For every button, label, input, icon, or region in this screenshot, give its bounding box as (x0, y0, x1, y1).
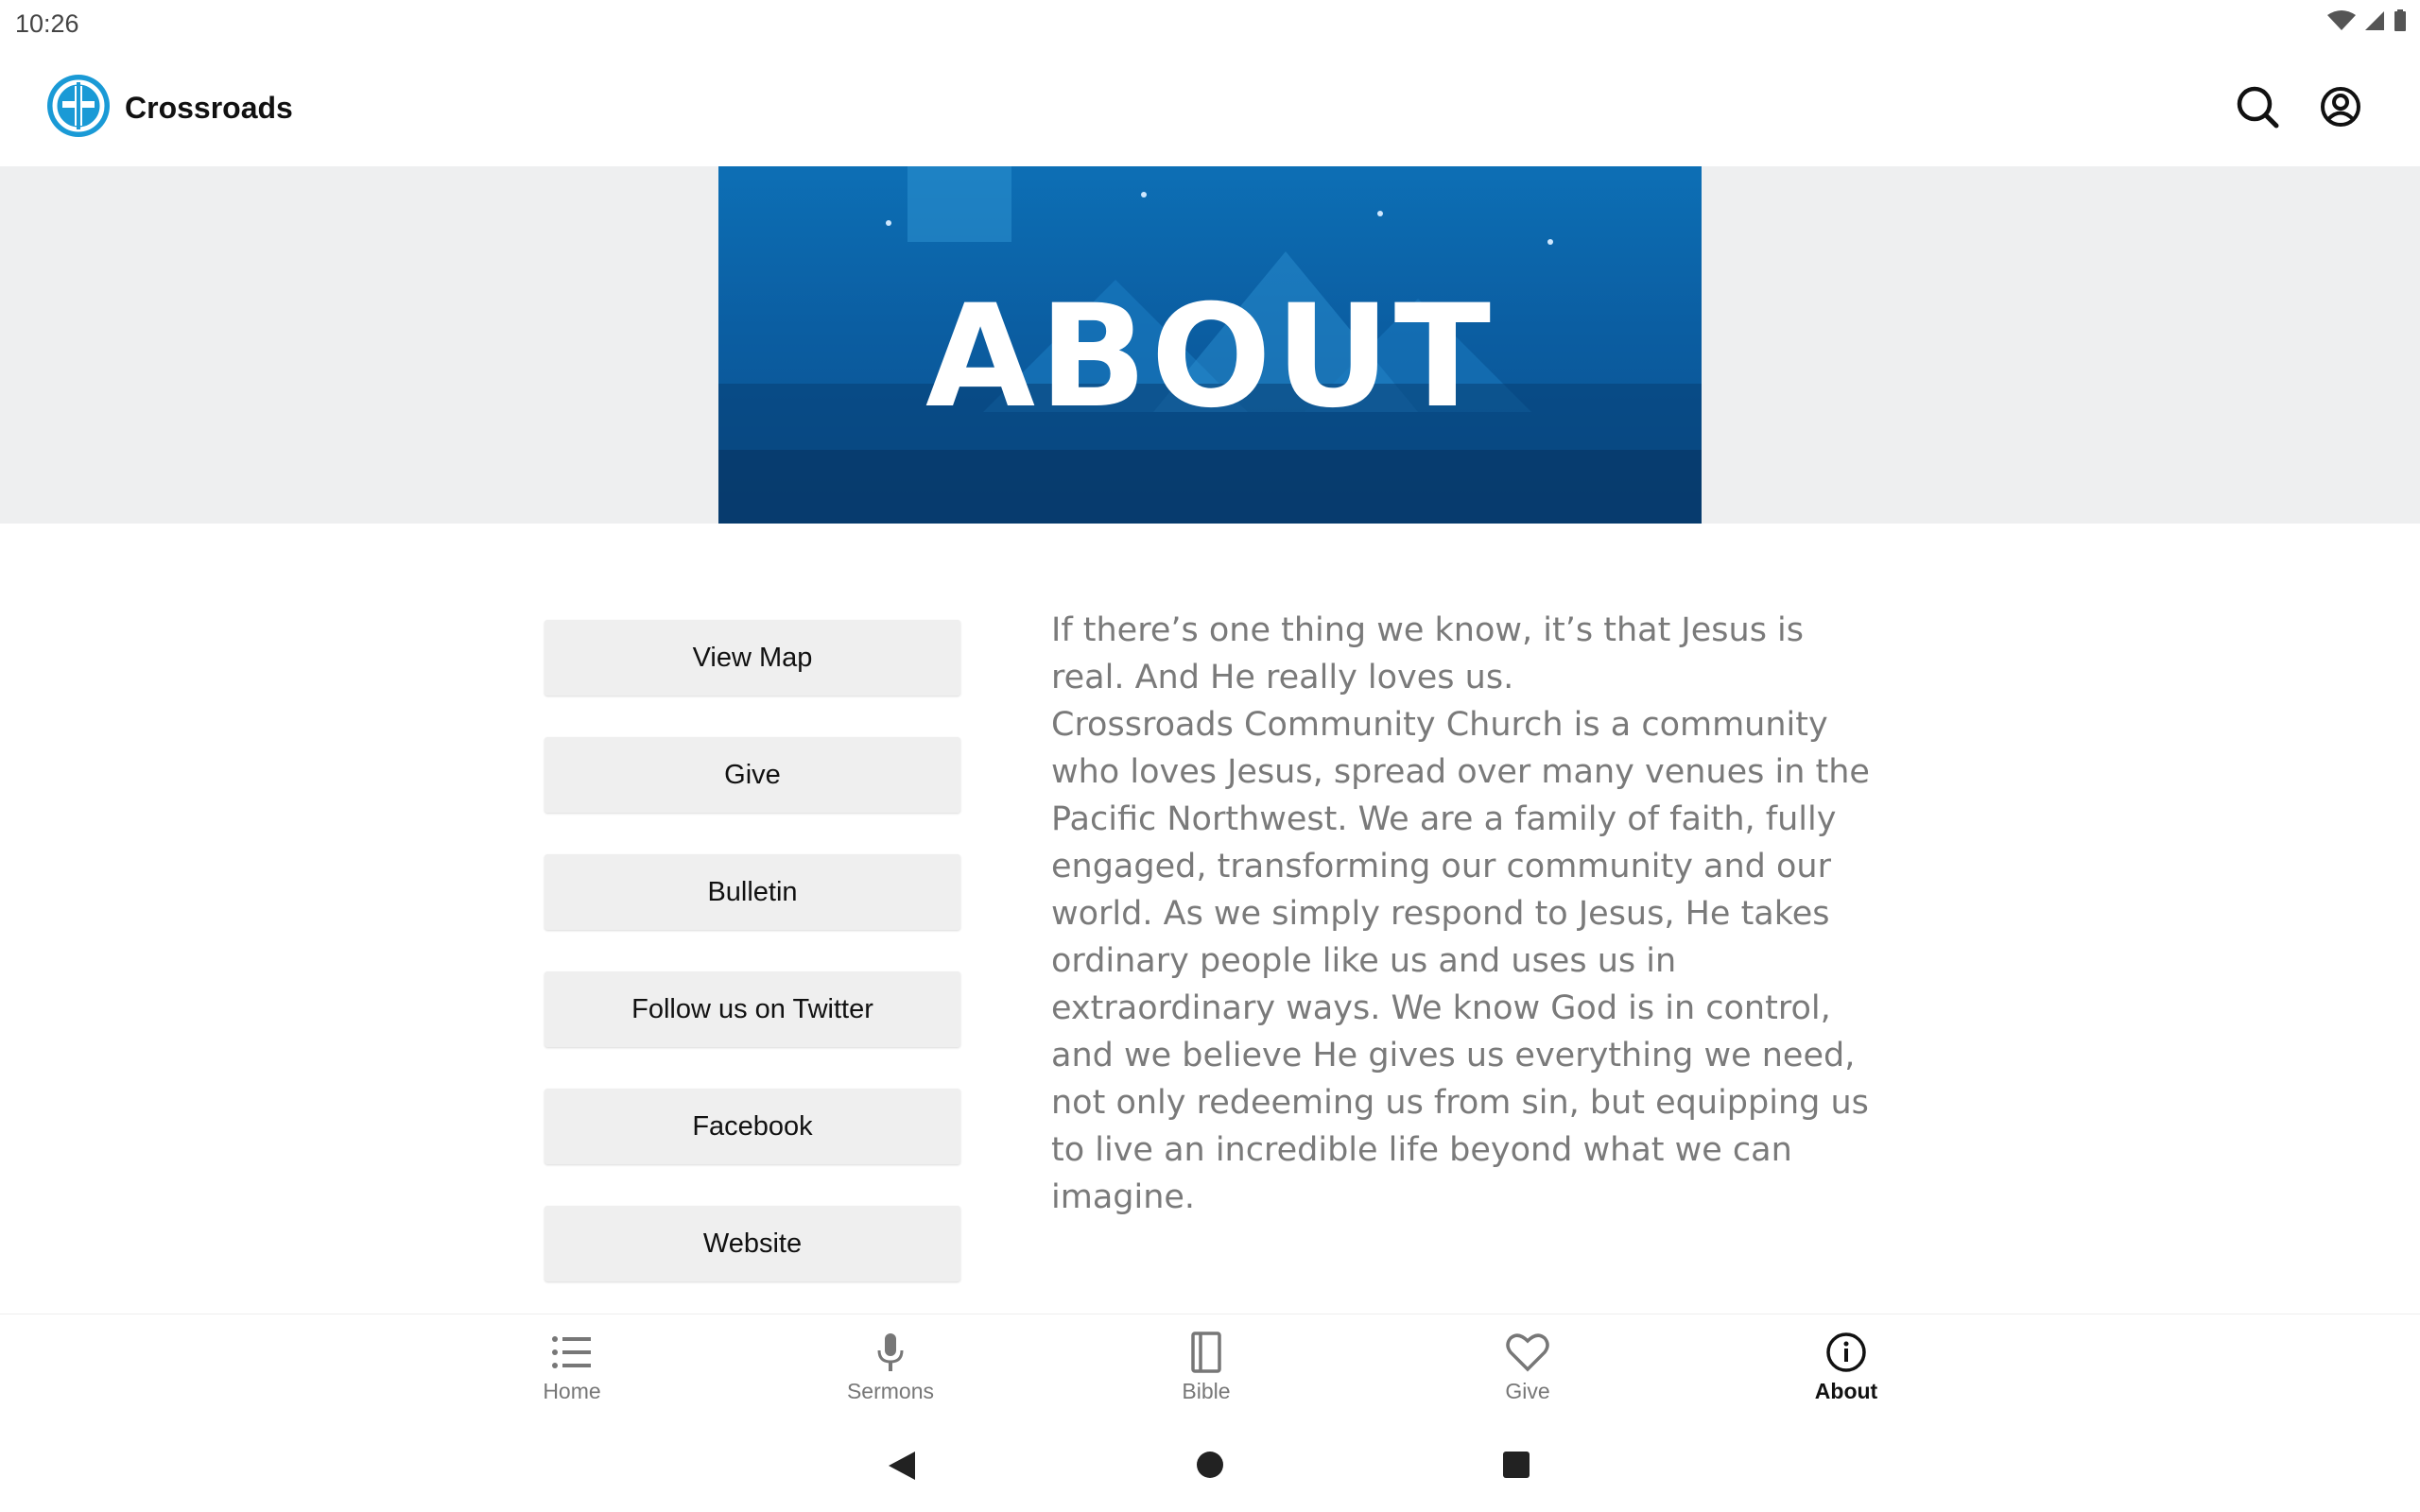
nav-give-label: Give (1505, 1379, 1550, 1403)
system-nav-bar (0, 1418, 2420, 1512)
status-icons (2327, 9, 2407, 32)
wifi-icon (2327, 9, 2356, 32)
search-icon[interactable] (2231, 80, 2284, 133)
nav-bible[interactable] (1112, 1332, 1301, 1404)
bulletin-button[interactable]: Bulletin (544, 854, 960, 930)
microphone-icon (868, 1332, 913, 1373)
nav-bible-label: Bible (1182, 1379, 1231, 1403)
hero-band (0, 166, 2420, 524)
give-button[interactable]: Give (544, 737, 960, 813)
signal-icon (2363, 9, 2386, 32)
nav-sermons-label: Sermons (846, 1379, 935, 1403)
hero-image (718, 166, 1702, 524)
nav-give[interactable] (1433, 1332, 1622, 1404)
account-icon[interactable] (2314, 80, 2367, 133)
website-button[interactable]: Website (544, 1206, 960, 1281)
list-icon (549, 1332, 595, 1373)
twitter-button[interactable]: Follow us on Twitter (544, 971, 960, 1047)
book-icon (1184, 1332, 1229, 1373)
nav-about[interactable] (1752, 1332, 1941, 1404)
status-bar (0, 0, 2420, 47)
hero-title: ABOUT (925, 275, 1495, 439)
app-title: Crossroads (125, 91, 293, 125)
crossroads-logo-icon (47, 75, 110, 137)
home-circle-icon[interactable] (1195, 1450, 1225, 1480)
nav-about-label: About (1814, 1379, 1878, 1403)
view-map-button[interactable]: View Map (544, 620, 960, 696)
facebook-button[interactable]: Facebook (544, 1089, 960, 1164)
bottom-nav (0, 1314, 2420, 1418)
nav-sermons[interactable] (796, 1332, 985, 1404)
heart-icon (1505, 1332, 1550, 1373)
recents-icon[interactable] (1501, 1450, 1531, 1480)
nav-home-label: Home (543, 1379, 601, 1403)
about-paragraph: If there’s one thing we know, it’s that Jesus is real. And He really loves us. Crossroads Community Church is a community who loves Jesus, spread over many venues in the Pacific Northwest. We are a family of faith, fully engaged, transforming our community and our world. As we simply respond to Jesus, He takes ordinary people like us and uses us in extraordinary ways. We know God is in control, and we believe He gives us everything we need, not only redeeming us from sin, but equipping us to live an incredible life beyond what we can imagine. (1051, 611, 1870, 1216)
status-time: 10:26 (15, 9, 79, 38)
app-bar (0, 47, 2420, 166)
info-icon (1824, 1332, 1869, 1373)
nav-home[interactable] (477, 1332, 666, 1404)
battery-icon (2394, 9, 2407, 32)
back-icon[interactable] (887, 1450, 917, 1482)
